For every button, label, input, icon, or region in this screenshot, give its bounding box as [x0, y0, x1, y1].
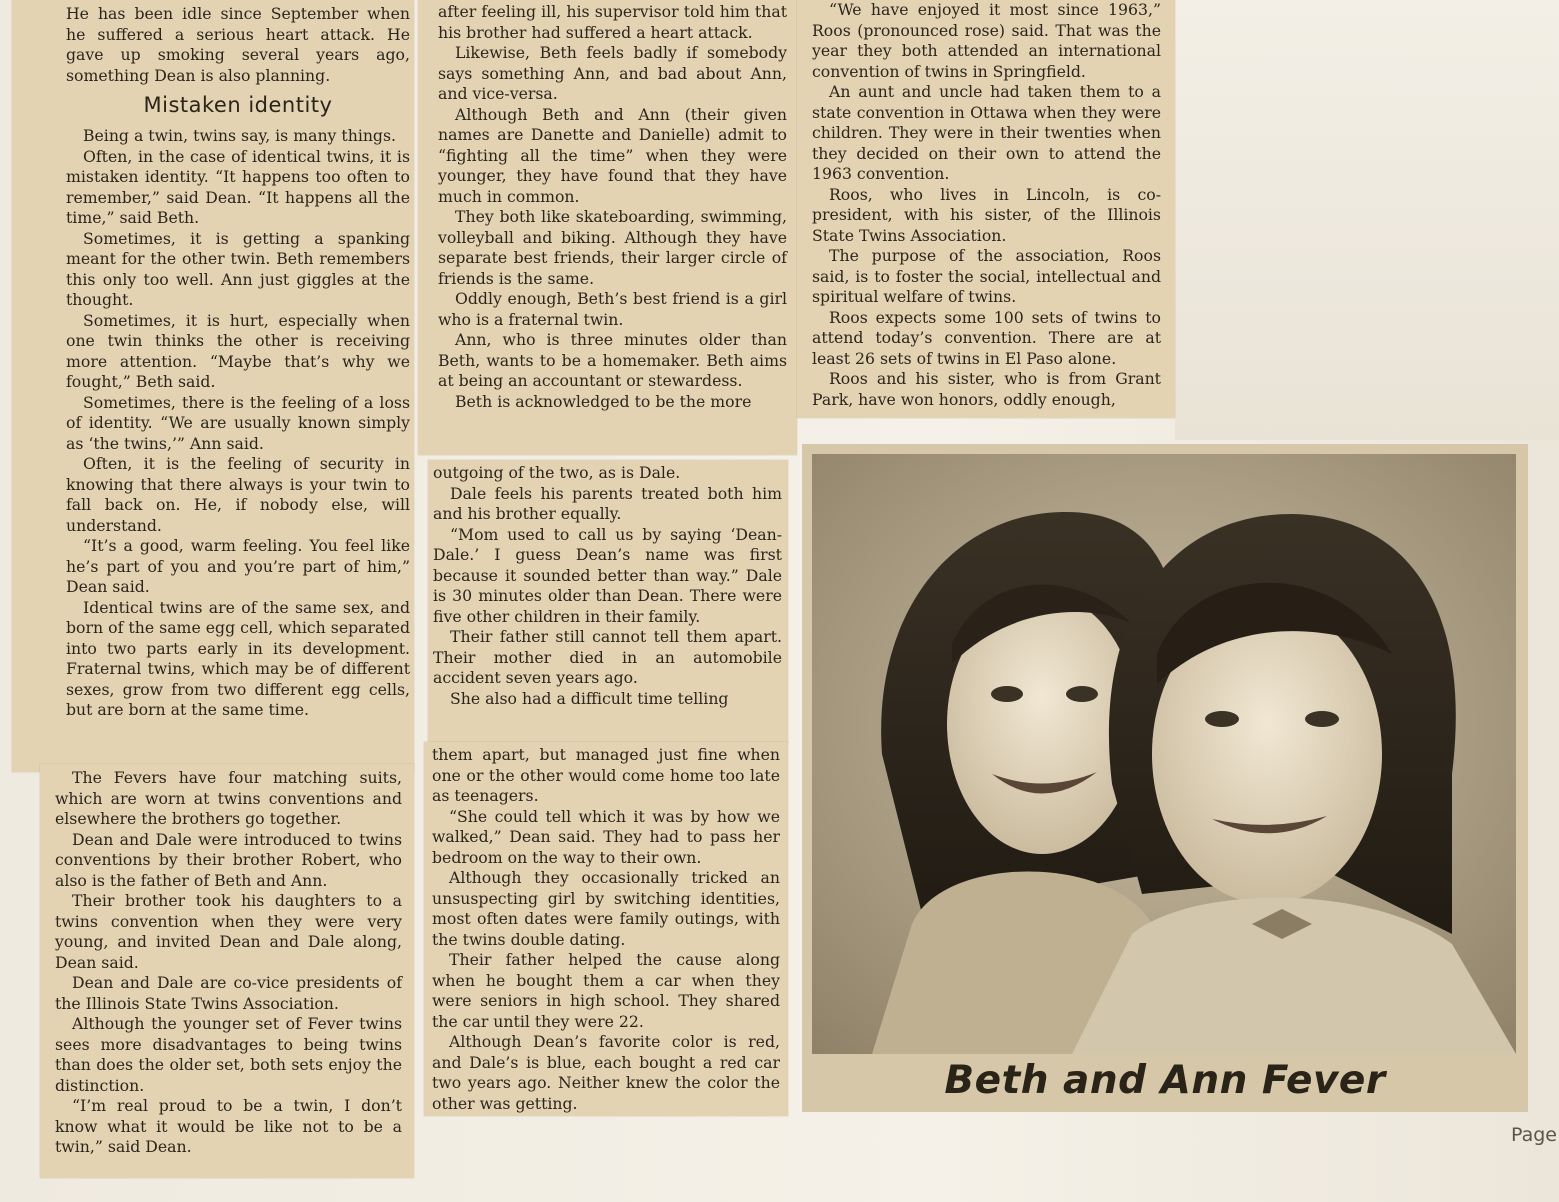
article-paragraph: Sometimes, it is getting a spanking meant for the other twin. Beth remembers this only too well. Ann just giggles at the thought.: [66, 228, 410, 309]
article-paragraph: Often, it is the feeling of security in knowing that there always is your twin to fall back on. He, if nobody else, will understand.: [66, 454, 410, 535]
subheading: Mistaken identity: [143, 93, 333, 117]
article-paragraph: Although they occasionally tricked an unsuspecting girl by switching identities, most often dates were family outings, with the twins double dating.: [432, 868, 780, 949]
article-paragraph: Roos and his sister, who is from Grant Park, have won honors, oddly enough,: [812, 369, 1161, 409]
article-paragraph: Although Beth and Ann (their given names are Danette and Danielle) admit to “fighting all the time” when they were younger, they have found that they have much in common.: [438, 104, 787, 206]
article-paragraph: Dale feels his parents treated both him and his brother equally.: [433, 483, 782, 523]
article-paragraph: Likewise, Beth feels badly if somebody says something Ann, and bad about Ann, and vice-versa.: [438, 43, 787, 103]
clipping-column-2-top: [418, 0, 797, 455]
article-paragraph: Dean and Dale were introduced to twins conventions by their brother Robert, who also is the father of Beth and Ann.: [55, 829, 402, 890]
clipping-column-1-bottom: [40, 764, 414, 1178]
article-paragraph: outgoing of the two, as is Dale.: [433, 463, 681, 482]
article-paragraph: Although Dean’s favorite color is red, and Dale’s is blue, each bought a red car two years ago. Neither knew the color the other was getting.: [432, 1032, 780, 1113]
article-paragraph: Roos, who lives in Lincoln, is co-president, with his sister, of the Illinois State Twins Association.: [812, 184, 1161, 245]
article-paragraph: Oddly enough, Beth’s best friend is a girl who is a fraternal twin.: [438, 289, 787, 329]
article-paragraph: The Fevers have four matching suits, which are worn at twins conventions and elsewhere the brothers go together.: [55, 768, 402, 828]
article-paragraph: Although the younger set of Fever twins sees more disadvantages to being twins than does the older set, both sets enjoy the distinction.: [55, 1014, 402, 1095]
twins-photo-illustration: [812, 454, 1516, 1054]
article-paragraph: Their brother took his daughters to a twins convention when they were very young, and invited Dean and Dale along, Dean said.: [55, 891, 402, 972]
article-paragraph: “She could tell which it was by how we walked,” Dean said. They had to pass her bedroom on the way to their own.: [432, 806, 780, 867]
article-paragraph: Being a twin, twins say, is many things.: [83, 126, 397, 145]
photo-clipping: [802, 444, 1528, 1112]
article-paragraph: The purpose of the association, Roos said, is to foster the social, intellectual and spiritual welfare of twins.: [812, 246, 1161, 306]
article-paragraph: them apart, but managed just fine when one or the other would come home too late as teenagers.: [432, 745, 780, 805]
article-paragraph: They both like skateboarding, swimming, volleyball and biking. Although they have separate best friends, their larger circle of friends is the same.: [438, 207, 787, 288]
page-label: Page: [1511, 1124, 1557, 1146]
article-paragraph: Their father helped the cause along when he bought them a car when they were seniors in high school. They shared the car until they were 22.: [432, 950, 780, 1031]
article-paragraph: She also had a difficult time telling: [450, 688, 729, 708]
article-paragraph: An aunt and uncle had taken them to a state convention in Ottawa when they were children. They were in their twenties when they decided on their own to attend the 1963 convention.: [812, 82, 1161, 183]
article-paragraph: Roos expects some 100 sets of twins to attend today’s convention. There are at least 26 sets of twins in El Paso alone.: [812, 307, 1161, 368]
clipping-column-1-top: [12, 0, 414, 772]
article-paragraph: Their father still cannot tell them apart. Their mother died in an automobile accident seven years ago.: [433, 627, 782, 687]
clipping-column-2-bottom: [424, 742, 788, 1116]
article-paragraph: Beth is acknowledged to be the more: [455, 391, 752, 411]
photo-caption: Beth and Ann Fever: [944, 1058, 1386, 1103]
article-paragraph: Ann, who is three minutes older than Beth, wants to be a homemaker. Beth aims at being an accountant or stewardess.: [438, 330, 787, 390]
article-paragraph: He has been idle since September when he suffered a serious heart attack. He gave up smoking several years ago, something Dean is also planning.: [66, 4, 410, 85]
article-paragraph: “Mom used to call us by saying ‘Dean-Dale.’ I guess Dean’s name was first because it sounded better than way.” Dale is 30 minutes older than Dean. There were five other children in their family.: [433, 524, 782, 626]
twins-photo: [812, 454, 1516, 1054]
article-paragraph: “I’m real proud to be a twin, I don’t know what it would be like not to be a twin,” said Dean.: [55, 1096, 402, 1156]
article-paragraph: “We have enjoyed it most since 1963,” Roos (pronounced rose) said. That was the year they both attended an international convention of twins in Springfield.: [812, 0, 1161, 81]
article-paragraph: Sometimes, there is the feeling of a loss of identity. “We are usually known simply as ‘the twins,’” Ann said.: [66, 392, 410, 453]
article-paragraph: “It’s a good, warm feeling. You feel like he’s part of you and you’re part of him,” Dean said.: [66, 536, 410, 596]
article-paragraph: Sometimes, it is hurt, especially when one twin thinks the other is receiving more attention. “Maybe that’s why we fought,” Beth said.: [66, 310, 410, 391]
clipping-column-2-middle: [428, 460, 788, 744]
article-paragraph: after feeling ill, his supervisor told him that his brother had suffered a heart attack.: [438, 2, 787, 42]
article-paragraph: Identical twins are of the same sex, and born of the same egg cell, which separated into two parts early in its development. Fraternal twins, which may be of different sexes, grow from two different egg cells, but are born at the same time.: [66, 597, 410, 719]
clipping-column-3: [797, 0, 1175, 418]
article-paragraph: Often, in the case of identical twins, it is mistaken identity. “It happens too often to remember,” said Dean. “It happens all the time,” said Beth.: [66, 146, 410, 227]
article-paragraph: Dean and Dale are co-vice presidents of the Illinois State Twins Association.: [55, 973, 402, 1013]
blank-page-area: [1175, 0, 1559, 440]
